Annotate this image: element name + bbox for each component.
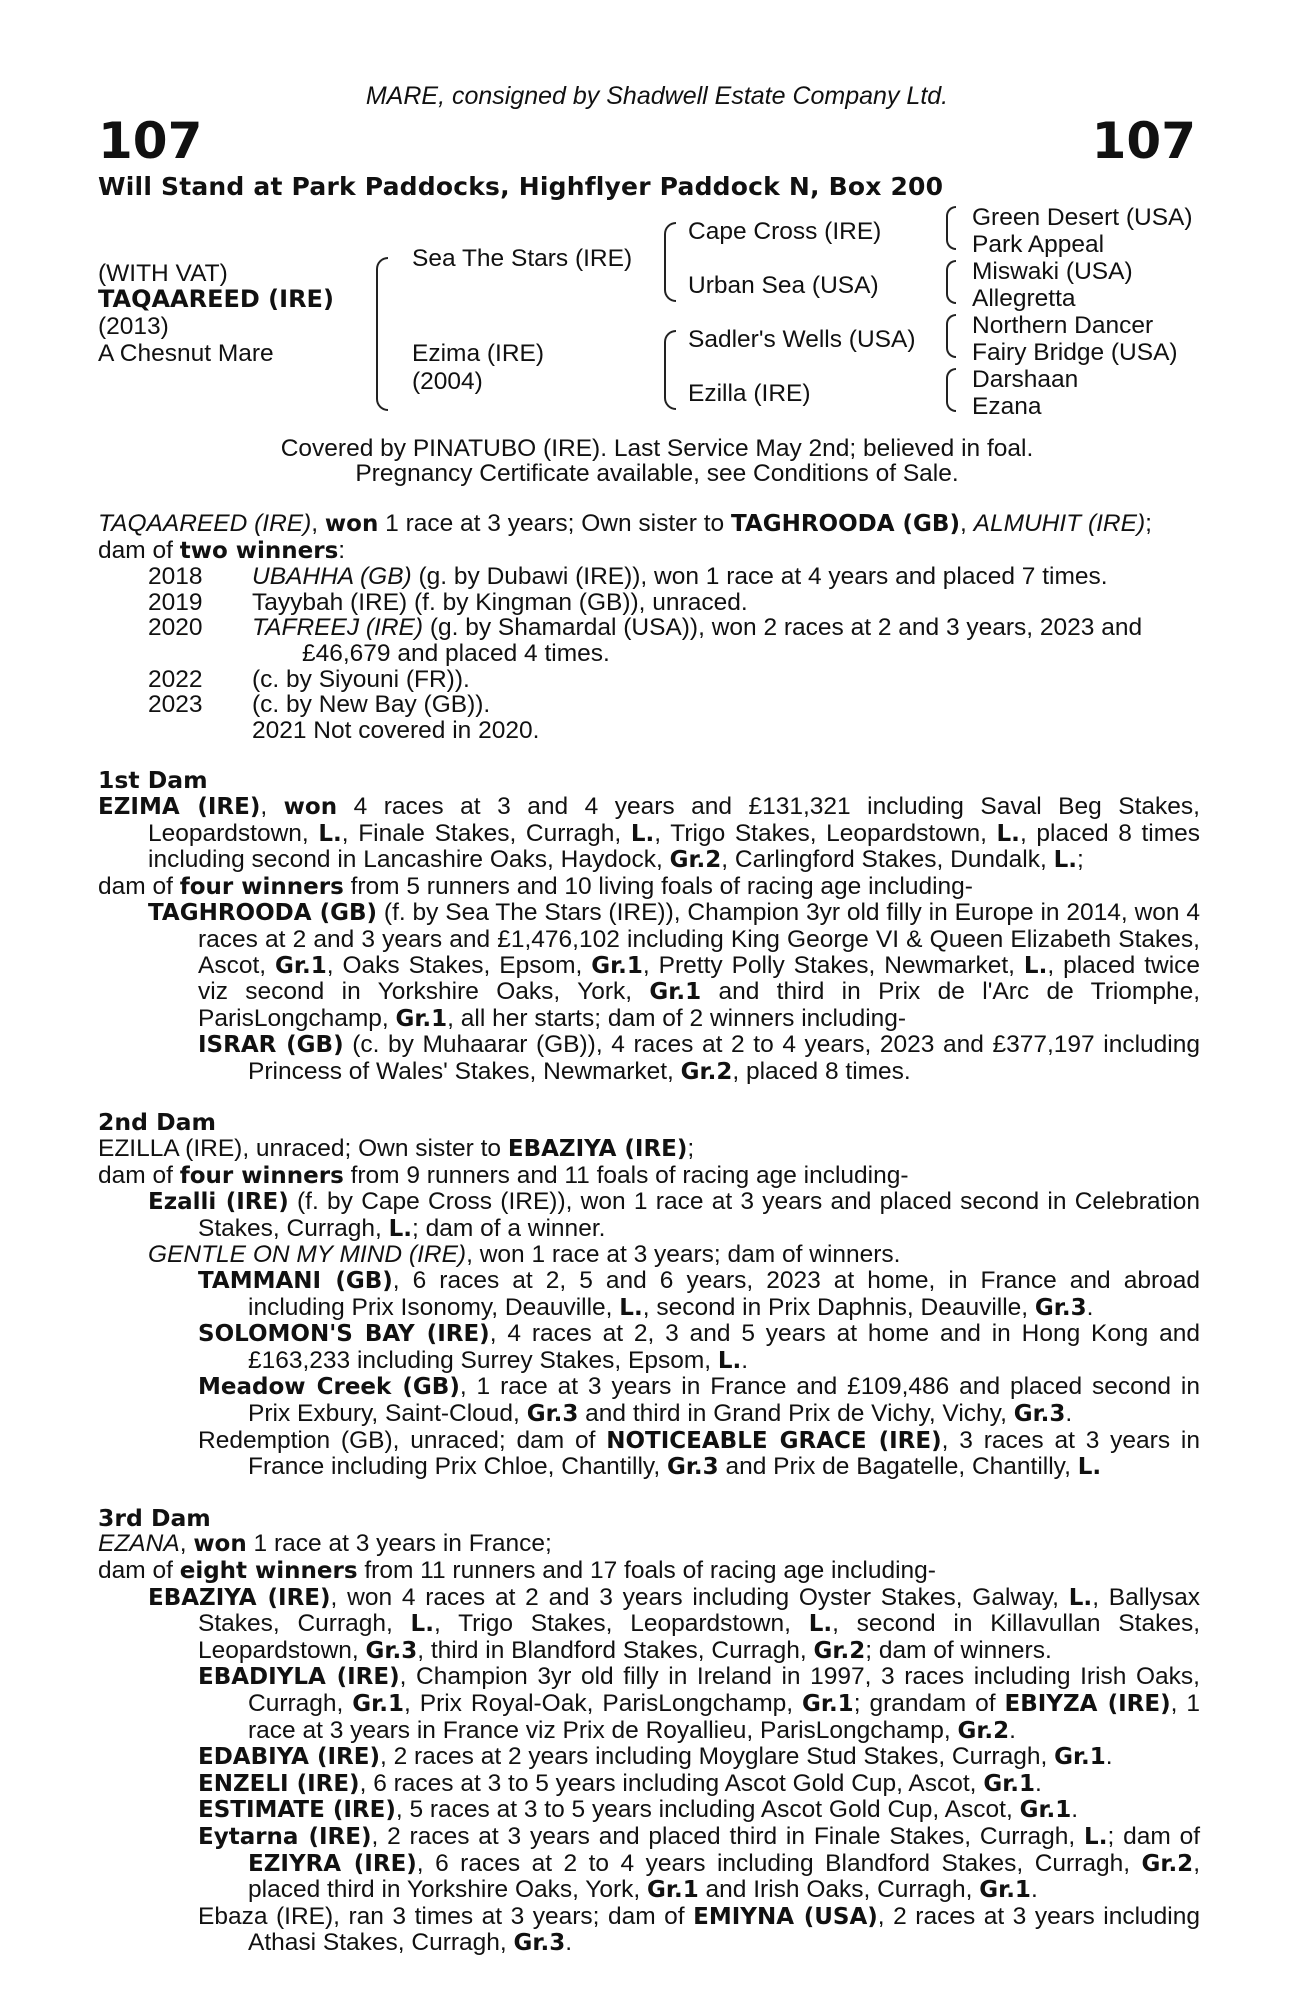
sire-sire: Cape Cross (IRE)	[688, 218, 882, 245]
second-dam-record: EZILLA (IRE), unraced; Own sister to EBAZIYA (IRE);	[98, 1135, 695, 1163]
dam-name: Ezima (IRE)	[412, 340, 545, 367]
pedigree-brace-ss	[946, 206, 956, 250]
third-dam-grandfoal-estimate: ESTIMATE (IRE), 5 races at 3 to 5 years including Ascot Gold Cup, Ascot, Gr.1.	[198, 1796, 1079, 1824]
produce-2020: 2020 TAFREEJ (IRE) (g. by Shamardal (USA)), won 2 races at 2 and 3 years, 2023 and £46,679 and placed 4 times.	[148, 614, 1143, 667]
lot-number-left: 107	[98, 112, 203, 170]
second-dam-section	[98, 1110, 1200, 1480]
pregnancy-note: Pregnancy Certificate available, see Conditions of Sale.	[355, 460, 959, 487]
second-dam-foal-ezalli: Ezalli (IRE) (f. by Cape Cross (IRE)), won 1 race at 3 years and placed second in Celebration Stakes, Curragh, L.; dam of a winner.	[148, 1188, 1201, 1242]
third-dam-grandfoal-eytarna: Eytarna (IRE), 2 races at 3 years and placed third in Finale Stakes, Curragh, L.; dam of EZIYRA (IRE), 6 races at 2 to 4 years including Blandford Stakes, Curragh, Gr.2, placed third in Yorkshire Oaks, York, Gr.1 and Irish Oaks, Curragh, Gr.1.	[198, 1822, 1200, 1904]
produce-dam-of: dam of two winners:	[98, 536, 346, 564]
second-dam-grandfoal-tammani: TAMMANI (GB), 6 races at 2, 5 and 6 years, 2023 at home, in France and abroad including Prix Isonomy, Deauville, L., second in Prix Daphnis, Deauville, Gr.3.	[198, 1267, 1200, 1321]
dam-sire: Sadler's Wells (USA)	[688, 326, 916, 353]
sire-sire-sire: Green Desert (USA)	[972, 204, 1193, 231]
second-dam-produce: dam of four winners from 9 runners and 11 foals of racing age including-	[98, 1161, 909, 1189]
dam-dam-sire: Darshaan	[972, 366, 1079, 393]
horse-description: A Chesnut Mare	[98, 340, 274, 367]
catalogue-text	[98, 511, 1200, 1957]
produce-2023: 2023 (c. by New Bay (GB)).	[148, 691, 491, 719]
sire-name: Sea The Stars (IRE)	[412, 245, 633, 272]
sire-dam-dam: Allegretta	[972, 285, 1076, 312]
pedigree-brace-sire	[664, 222, 676, 302]
first-dam-produce: dam of four winners from 5 runners and 10 living foals of racing age including-	[98, 872, 973, 900]
first-dam-grandfoal-israr: ISRAR (GB) (c. by Muhaarar (GB)), 4 races at 2 to 4 years, 2023 and £377,197 including Princess of Wales' Stakes, Newmarket, Gr.2, placed 8 times.	[198, 1031, 1200, 1085]
third-dam-grandfoal-ebaza: Ebaza (IRE), ran 3 times at 3 years; dam of EMIYNA (USA), 2 races at 3 years including Athasi Stakes, Curragh, Gr.3.	[198, 1902, 1200, 1957]
produce-2021-note: 2021 Not covered in 2020.	[252, 716, 540, 744]
produce-2022: 2022 (c. by Siyouni (FR)).	[148, 665, 470, 693]
horse-name: TAQAAREED (IRE)	[98, 285, 334, 313]
first-dam-heading: 1st Dam	[98, 766, 208, 795]
first-dam-section	[98, 768, 1200, 1085]
produce-intro: TAQAAREED (IRE), won 1 race at 3 years; Own sister to TAGHROODA (GB), ALMUHIT (IRE);	[98, 510, 1152, 537]
sire-sire-dam: Park Appeal	[972, 231, 1105, 258]
produce-section	[98, 511, 1200, 743]
third-dam-grandfoal-enzeli: ENZELI (IRE), 6 races at 3 to 5 years including Ascot Gold Cup, Ascot, Gr.1.	[198, 1769, 1042, 1797]
covered-line: Covered by PINATUBO (IRE). Last Service May 2nd; believed in foal.	[280, 435, 1034, 462]
second-dam-grandfoal-meadow-creek: Meadow Creek (GB), 1 race at 3 years in France and £109,486 and placed second in Prix Exbury, Saint-Cloud, Gr.3 and third in Grand Prix de Vichy, Vichy, Gr.3.	[198, 1373, 1200, 1427]
pedigree-brace-dam	[664, 330, 676, 410]
sire-dam-sire: Miswaki (USA)	[972, 258, 1133, 285]
first-dam-record: EZIMA (IRE), won 4 races at 3 and 4 years and £131,321 including Saval Beg Stakes, Leopardstown, L., Finale Stakes, Curragh, L., Trigo Stakes, Leopardstown, L., placed 8 times including second in Lancashire Oaks, Haydock, Gr.2, Carlingford Stakes, Dundalk, L.;	[98, 792, 1201, 874]
pedigree-brace-dd	[946, 368, 956, 412]
first-dam-foal-taghrooda: TAGHROODA (GB) (f. by Sea The Stars (IRE)), Champion 3yr old filly in Europe in 2014, won 4 races at 2 and 3 years and £1,476,102 including King George VI & Queen Elizabeth Stakes, Ascot, Gr.1, Oaks Stakes, Epsom, Gr.1, Pretty Polly Stakes, Newmarket, L., placed twice viz second in Yorkshire Oaks, York, Gr.1 and third in Prix de l'Arc de Triomphe, ParisLongchamp, Gr.1, all her starts; dam of 2 winners including-	[148, 899, 1201, 1032]
third-dam-produce: dam of eight winners from 11 runners and 17 foals of racing age including-	[98, 1556, 936, 1584]
vat-note: (WITH VAT)	[98, 260, 228, 287]
dam-sire-dam: Fairy Bridge (USA)	[972, 339, 1178, 366]
third-dam-grandfoal-ebadiyla: EBADIYLA (IRE), Champion 3yr old filly in Ireland in 1997, 3 races including Irish Oaks, Curragh, Gr.1, Prix Royal-Oak, ParisLongchamp, Gr.1; grandam of EBIYZA (IRE), 1 race at 3 years in France viz Prix de Royallieu, ParisLongchamp, Gr.2.	[198, 1663, 1200, 1744]
second-dam-heading: 2nd Dam	[98, 1108, 216, 1137]
pedigree-brace-gen1	[376, 257, 388, 411]
dam-year: (2004)	[412, 368, 483, 395]
consignor-line: MARE, consigned by Shadwell Estate Company Ltd.	[365, 82, 949, 110]
stand-location: Will Stand at Park Paddocks, Highflyer Paddock N, Box 200	[98, 172, 944, 201]
produce-2019: 2019 Tayybah (IRE) (f. by Kingman (GB)), unraced.	[148, 588, 748, 616]
third-dam-foal-ebaziya: EBAZIYA (IRE), won 4 races at 2 and 3 years including Oyster Stakes, Galway, L., Ballysax Stakes, Curragh, L., Trigo Stakes, Leopardstown, L., second in Killavullan Stakes, Leopardstown, Gr.3, third in Blandford Stakes, Curragh, Gr.2; dam of winners.	[148, 1583, 1201, 1664]
horse-year: (2013)	[98, 313, 169, 340]
third-dam-grandfoal-edabiya: EDABIYA (IRE), 2 races at 2 years including Moyglare Stud Stakes, Curragh, Gr.1.	[198, 1743, 1113, 1771]
third-dam-heading: 3rd Dam	[98, 1503, 211, 1532]
second-dam-foal-gentle: GENTLE ON MY MIND (IRE), won 1 race at 3 years; dam of winners.	[148, 1241, 901, 1269]
dam-dam: Ezilla (IRE)	[688, 380, 811, 407]
dam-sire-sire: Northern Dancer	[972, 312, 1154, 339]
produce-2018: 2018 UBAHHA (GB) (g. by Dubawi (IRE)), won 1 race at 4 years and placed 7 times.	[148, 563, 1108, 591]
lot-number-right: 107	[1091, 112, 1196, 170]
pedigree-brace-ds	[946, 314, 956, 358]
second-dam-grandfoal-redemption: Redemption (GB), unraced; dam of NOTICEABLE GRACE (IRE), 3 races at 3 years in France including Prix Chloe, Chantilly, Gr.3 and Prix de Bagatelle, Chantilly, L.	[198, 1426, 1200, 1481]
sire-dam: Urban Sea (USA)	[688, 272, 879, 299]
second-dam-grandfoal-solomons-bay: SOLOMON'S BAY (IRE), 4 races at 2, 3 and 5 years at home and in Hong Kong and £163,233 including Surrey Stakes, Epsom, L..	[198, 1320, 1200, 1374]
dam-dam-dam: Ezana	[972, 393, 1042, 420]
third-dam-section	[98, 1503, 1201, 1957]
pedigree-brace-sd	[946, 260, 956, 304]
third-dam-record: EZANA, won 1 race at 3 years in France;	[98, 1530, 552, 1558]
